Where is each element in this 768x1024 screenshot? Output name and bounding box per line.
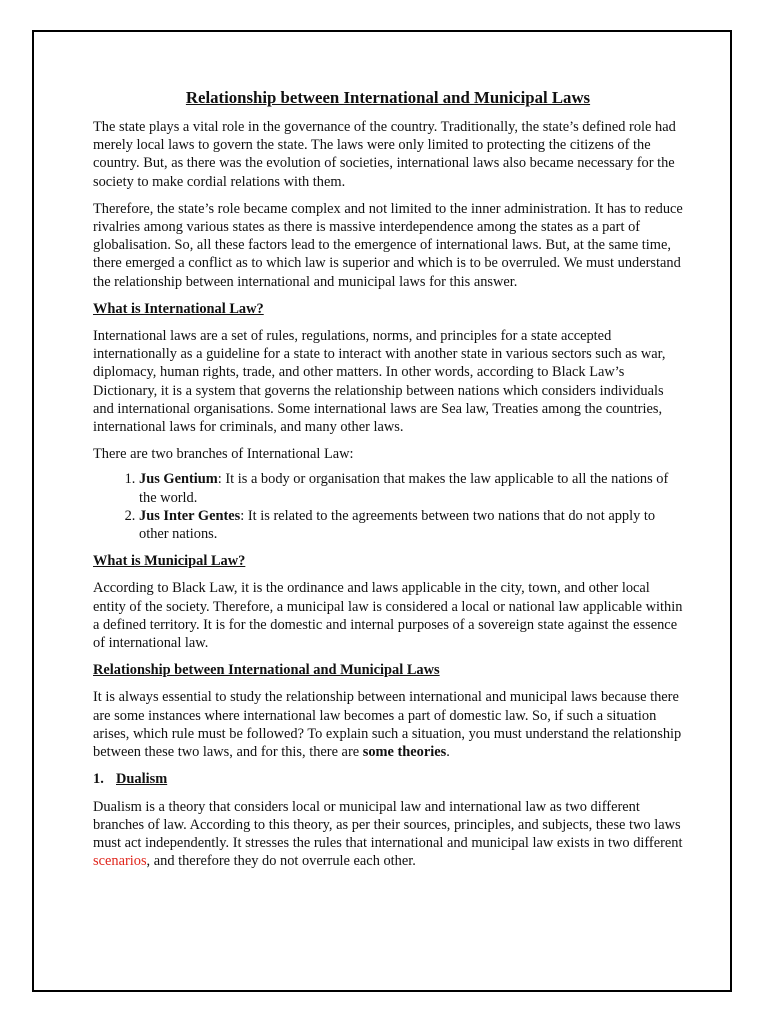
relationship-text-end: . [446,744,450,761]
municipal-law-paragraph: According to Black Law, it is the ordinance and laws applicable in the city, town, and other local entity of the society. Therefore, a municipal law is considered a local or national law applicable within a defined territory. It is for the domestic and internal purposes of a sovereign state against the essence of international law. [93,580,683,652]
branch-text: : It is a body or organisation that makes the law applicable to all the nations of the world. [139,471,669,506]
international-law-paragraph: International laws are a set of rules, regulations, norms, and principles for a state accepted internationally as a guideline for a state to interact with another state in various sectors such as war, diplomacy, human rights, trade, and other matters. In other words, according to Black Law’s Dictionary, it is a system that governs the relationship between nations which considers individuals and international organisations. Some international laws are Sea law, Treaties among the countries, international laws for criminals, and many other laws. [93,328,666,436]
relationship-paragraph [93,688,683,761]
document-title: Relationship between International and Municipal Laws [185,88,591,107]
dualism-title: Dualism [116,771,168,788]
branch-term: Jus Gentium [139,471,218,488]
branch-item [139,507,683,543]
dualism-text-end: , and therefore they do not overrule each other. [146,853,416,870]
relationship-heading: Relationship between International and Municipal Laws [93,662,440,679]
branch-item [139,470,683,506]
branch-term: Jus Inter Gentes [139,507,241,524]
dualism-paragraph [93,798,683,871]
intro-paragraph-1: The state plays a vital role in the governance of the country. Traditionally, the state’s defined role had merely local laws to govern the state. The laws were only limited to protecting the citizens of the country. But, as there was the evolution of societies, international laws also became necessary for the society to make cordial relations with them. [93,119,676,190]
branches-intro: There are two branches of International Law: [93,446,354,463]
branches-list [93,470,683,543]
branch-text: : It is related to the agreements between two nations that do not apply to other nations. [139,507,656,543]
relationship-text: It is always essential to study the relationship between international and municipal laws because there are some instances where international law becomes a part of domestic law. So, if such a situation arises, which rule must be followed? To explain such a situation, you must understand the relationship between these two laws, and for this, there are [93,689,682,761]
municipal-law-heading: What is Municipal Law? [93,553,246,570]
intro-paragraph-2: Therefore, the state’s role became complex and not limited to the inner administration. It has to reduce rivalries among various states as there is massive interdependence among the states as a part of globalisation. So, all these factors lead to the emergence of international laws. But, at the same time, there emerged a conflict as to which law is superior and which is to be overruled. We must understand the relationship between international and municipal laws for this answer. [93,200,683,290]
dualism-number: 1. [93,771,104,788]
document-body [93,88,683,879]
dualism-text: Dualism is a theory that considers local or municipal law and international law as two different branches of law. According to this theory, as per their sources, principles, and subjects, these two laws must act independently. It stresses the rules that international and municipal law exists in two different [93,798,683,851]
relationship-bold-text: some theories [362,744,447,761]
international-law-heading: What is International Law? [93,300,264,317]
dualism-highlight-text: scenarios [93,853,147,870]
dualism-heading [93,770,683,788]
